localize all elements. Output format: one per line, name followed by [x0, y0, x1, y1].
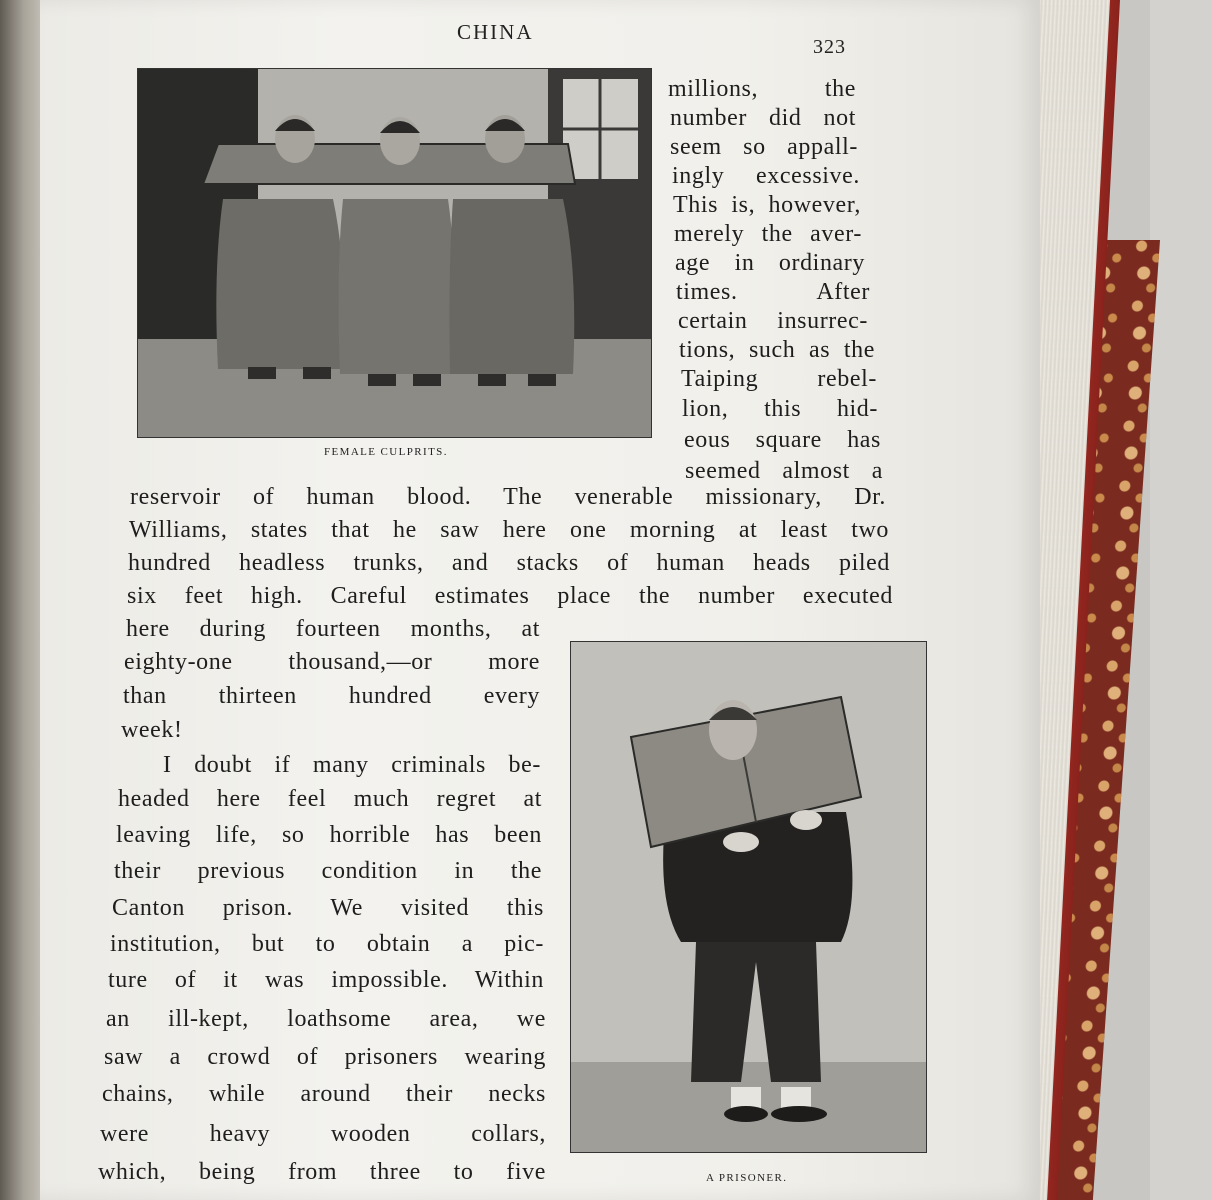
text-line: This is, however,	[673, 192, 861, 218]
text-line: age in ordinary	[675, 250, 865, 276]
text-line: eous square has	[684, 427, 881, 453]
text-line: saw a crowd of prisoners wearing	[104, 1044, 546, 1070]
figure-caption-prisoner: A PRISONER.	[706, 1172, 788, 1184]
text-line: number did not	[670, 105, 856, 131]
female-culprits-photo	[137, 68, 652, 438]
text-line: eighty-one thousand,—or more	[124, 649, 540, 675]
text-line: Williams, states that he saw here one morning at least two	[129, 517, 889, 543]
text-line: ingly excessive.	[672, 163, 860, 189]
figure-caption-female-culprits: FEMALE CULPRITS.	[324, 446, 448, 458]
prisoner-illustration	[571, 642, 926, 1152]
page-number: 323	[813, 36, 846, 58]
text-line: lion, this hid-	[682, 396, 878, 422]
text-line: seemed almost a	[685, 458, 883, 484]
text-line: seem so appall-	[670, 134, 858, 160]
text-line: headed here feel much regret at	[118, 786, 542, 812]
text-line: merely the aver-	[674, 221, 862, 247]
text-line: leaving life, so horrible has been	[116, 822, 542, 848]
text-line: institution, but to obtain a pic-	[110, 931, 544, 957]
text-line: Taiping rebel-	[681, 366, 877, 392]
text-line: than thirteen hundred every	[123, 683, 540, 709]
text-line: ture of it was impossible. Within	[108, 967, 544, 993]
text-line: were heavy wooden collars,	[100, 1121, 546, 1147]
text-line: which, being from three to five	[98, 1159, 546, 1185]
text-line: week!	[121, 717, 183, 743]
prisoner-photo	[570, 641, 927, 1153]
text-line: chains, while around their necks	[102, 1081, 546, 1107]
running-head: CHINA	[457, 20, 534, 44]
female-culprits-illustration	[138, 69, 651, 437]
text-line: certain insurrec-	[678, 308, 868, 334]
text-line: reservoir of human blood. The venerable missionary, Dr.	[130, 484, 886, 510]
text-line: millions, the	[668, 76, 856, 102]
text-line: their previous condition in the	[114, 858, 542, 884]
text-line: times. After	[676, 279, 870, 305]
text-line: Canton prison. We visited this	[112, 895, 544, 921]
table-surface	[1150, 0, 1212, 1200]
text-line: I doubt if many criminals be-	[163, 752, 541, 778]
text-line: tions, such as the	[679, 337, 875, 363]
text-line: hundred headless trunks, and stacks of human heads piled	[128, 550, 890, 576]
text-line: here during fourteen months, at	[126, 616, 540, 642]
text-line: six feet high. Careful estimates place the number executed	[127, 583, 893, 609]
text-line: an ill-kept, loathsome area, we	[106, 1006, 546, 1032]
